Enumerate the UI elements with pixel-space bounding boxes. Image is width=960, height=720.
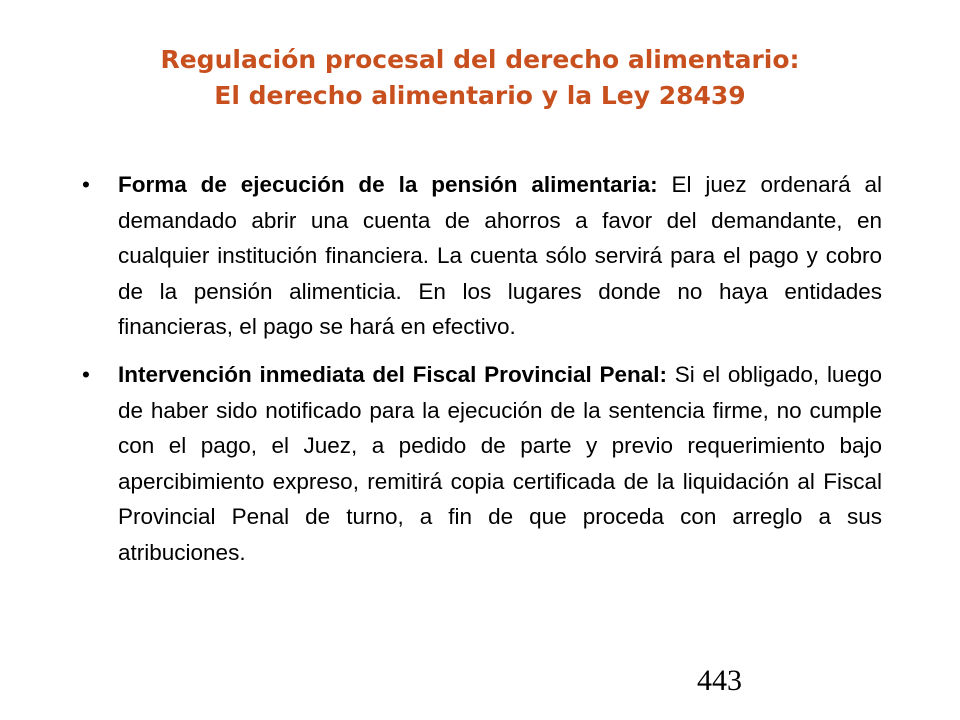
bullet-item-intervencion-fiscal bbox=[82, 357, 882, 571]
bullet-marker: • bbox=[82, 361, 90, 387]
title-line-2: El derecho alimentario y la Ley 28439 bbox=[214, 81, 746, 110]
title-line-1: Regulación procesal del derecho alimentario: bbox=[160, 45, 800, 74]
bullet-text: Si el obligado, luego de haber sido notificado para la ejecución de la sentencia firme, no cumple con el pago, el Juez, a pedido de parte y previo requerimiento bajo apercibimiento expreso, remitirá copia certificada de la liquidación al Fiscal Provincial Penal de turno, a fin de que proceda con arreglo a sus atribuciones. bbox=[118, 361, 882, 565]
slide-title bbox=[60, 42, 900, 114]
bullet-text: El juez ordenará al demandado abrir una cuenta de ahorros a favor del demandante, en cualquier institución financiera. La cuenta sólo servirá para el pago y cobro de la pensión alimenticia. En los lugares donde no haya entidades financieras, el pago se hará en efectivo. bbox=[118, 172, 882, 340]
bullet-lead: Forma de ejecución de la pensión alimentaria: bbox=[118, 172, 658, 197]
bullet-item-forma-ejecucion bbox=[82, 167, 882, 345]
bullet-lead: Intervención inmediata del Fiscal Provincial Penal: bbox=[118, 361, 668, 387]
page-number: 443 bbox=[697, 664, 742, 697]
bullet-list bbox=[82, 167, 882, 583]
bullet-marker: • bbox=[82, 172, 90, 197]
